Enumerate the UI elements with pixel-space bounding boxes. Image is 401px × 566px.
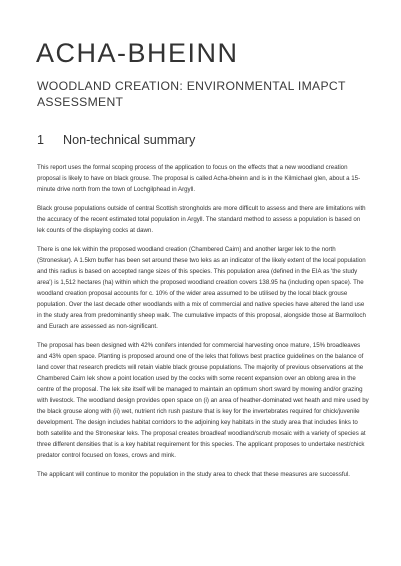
paragraph: The proposal has been designed with 42% conifers intended for commercial harvesting once mature, 15% broadleaves and 43% open space. Planting is proposed around one of the leks that follows best practice guidelines on the balance of land cover that research predicts will retain viable black grouse populations. The majority of previous observations at the Chambered Cairn lek show a point location used by the cocks with some recent expansion over an oblong area in the centre of the proposal. The lek site itself will be managed to maintain an optimum short sward by mowing and/or grazing with livestock. The woodland design provides open space on (i) an area of heather-dominated wet heath and mire used by the black grouse along with (ii) wet, nutrient rich rush pasture that is key for the invertebrates required for chick/juvenile development. The design includes habitat corridors to the adjoining key habitats in the study area that includes links to both satellite and the Stroneskar leks. The proposal creates broadleaf woodland/scrub mosaic with a variety of species at three different densities that is a key habitat requirement for this species. The applicant proposes to undertake nest/chick predator control focused on foxes, crows and mink. [37,342,369,459]
paragraph: Black grouse populations outside of central Scottish strongholds are more difficult to assess and there are limitations with the accuracy of the recent estimated total population in Argyll. The standard method to assess a population is based on lek counts of the displaying cocks at dawn. [37,205,366,234]
paragraph: The applicant will continue to monitor the population in the study area to check that these measures are successful. [37,471,351,478]
section-number: 1 [37,133,45,147]
paragraph: This report uses the formal scoping process of the application to focus on the effects that a new woodland creation proposal is likely to have on black grouse. The proposal is called Acha-bheinn and is in the Kilmichael glen, about a 15-minute drive north from the town of Lochgilphead in Argyll. [37,164,361,193]
document-subtitle: WOODLAND CREATION: ENVIRONMENTAL IMAPCT ASSESSMENT [37,79,346,109]
section-title: Non-technical summary [63,133,196,147]
document-title: ACHA-BHEINN [36,38,239,68]
document-body [37,162,369,488]
section-heading [37,133,195,147]
paragraph: There is one lek within the proposed woodland creation (Chambered Cairn) and another larger lek to the north (Stroneskar). A 1.5km buffer has been set around these two leks as an indicator of the likely extent of the local population and this radius is based on accepted range sizes of this species. This population area (defined in the EIA as 'the study area') is 1,512 hectares (ha) within which the proposed woodland creation covers 138.95 ha (including open space). The woodland creation proposal accounts for c. 10% of the wider area assumed to be utilised by the local black grouse population. Over the last decade other woodlands with a mix of commercial and native species have altered the land use in the study area from predominantly sheep walk. The cumulative impacts of this proposal, alongside those at Barmolloch and Eurach are assessed as non-significant. [37,246,366,330]
